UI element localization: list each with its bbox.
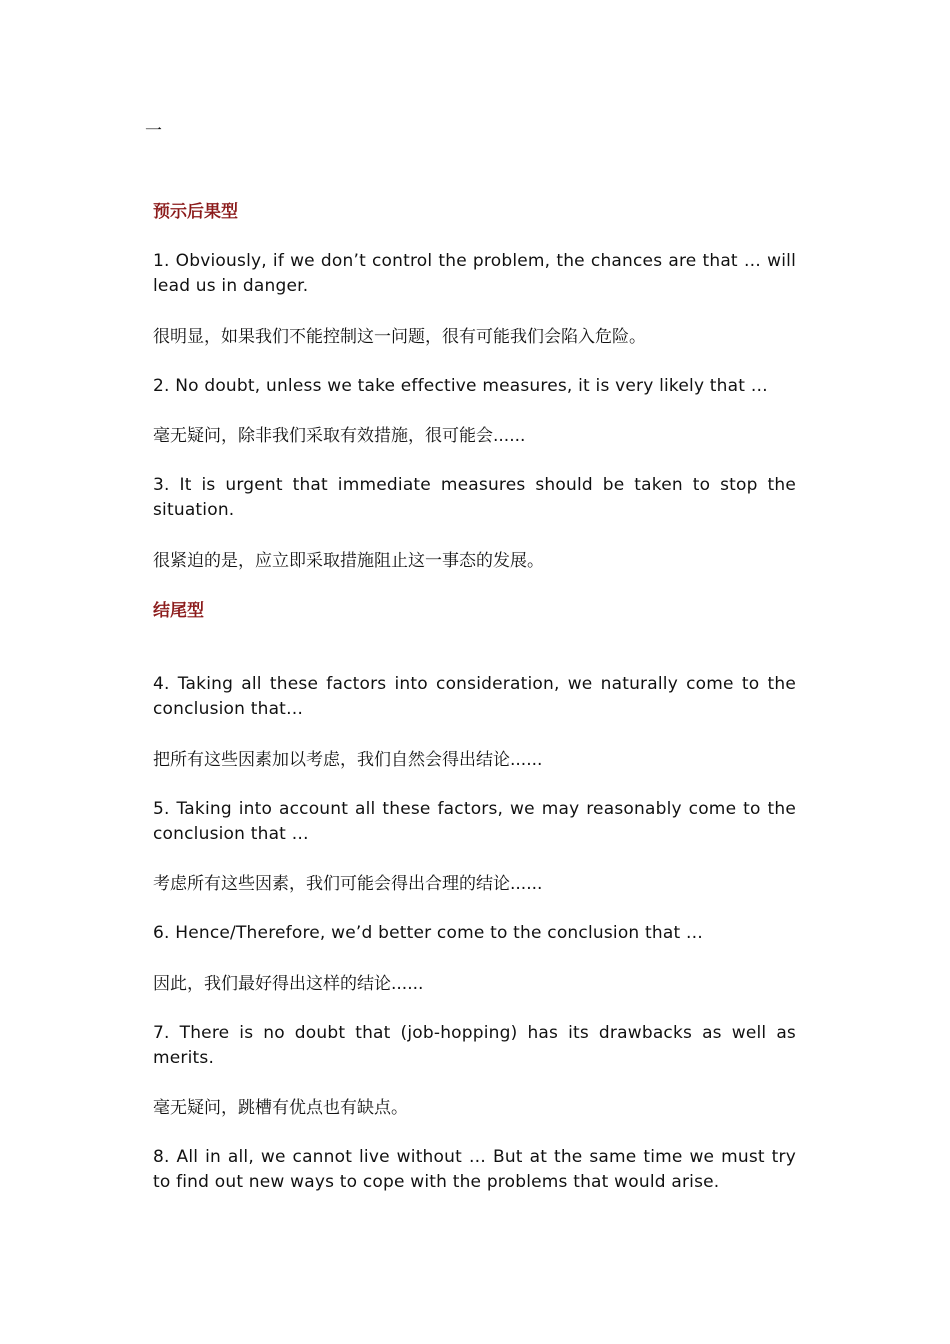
sentence-1-cn: 很明显，如果我们不能控制这一问题，很有可能我们会陷入危险。 [153,327,646,347]
section-heading-conclusion: 结尾型 [153,601,204,621]
sentence-6-cn: 因此，我们最好得出这样的结论...... [153,974,424,994]
sentence-6-en: 6. Hence/Therefore, we’d better come to the conclusion that … [153,923,704,943]
sentence-5-en: 5. Taking into account all these factors, we may reasonably come to the conclusion that … [153,799,796,844]
section-dash: 一 [145,121,162,141]
sentence-3-en: 3. It is urgent that immediate measures should be taken to stop the situation. [153,475,796,520]
sentence-4-cn: 把所有这些因素加以考虑，我们自然会得出结论...... [153,750,543,770]
sentence-7-cn: 毫无疑问，跳槽有优点也有缺点。 [153,1098,408,1118]
sentence-8-en: 8. All in all, we cannot live without … But at the same time we must try to find out new ways to cope with the problems that would arise. [153,1147,796,1192]
sentence-7-en: 7. There is no doubt that (job-hopping) has its drawbacks as well as merits. [153,1023,796,1068]
sentence-3-cn: 很紧迫的是，应立即采取措施阻止这一事态的发展。 [153,551,544,571]
sentence-5-cn: 考虑所有这些因素，我们可能会得出合理的结论...... [153,874,543,894]
sentence-1-en: 1. Obviously, if we don’t control the problem, the chances are that … will lead us in danger. [153,251,796,296]
sentence-2-cn: 毫无疑问，除非我们采取有效措施，很可能会...... [153,426,526,446]
sentence-4-en: 4. Taking all these factors into consideration, we naturally come to the conclusion that… [153,674,796,719]
sentence-2-en: 2. No doubt, unless we take effective measures, it is very likely that … [153,376,768,396]
section-heading-consequence: 预示后果型 [153,202,238,222]
